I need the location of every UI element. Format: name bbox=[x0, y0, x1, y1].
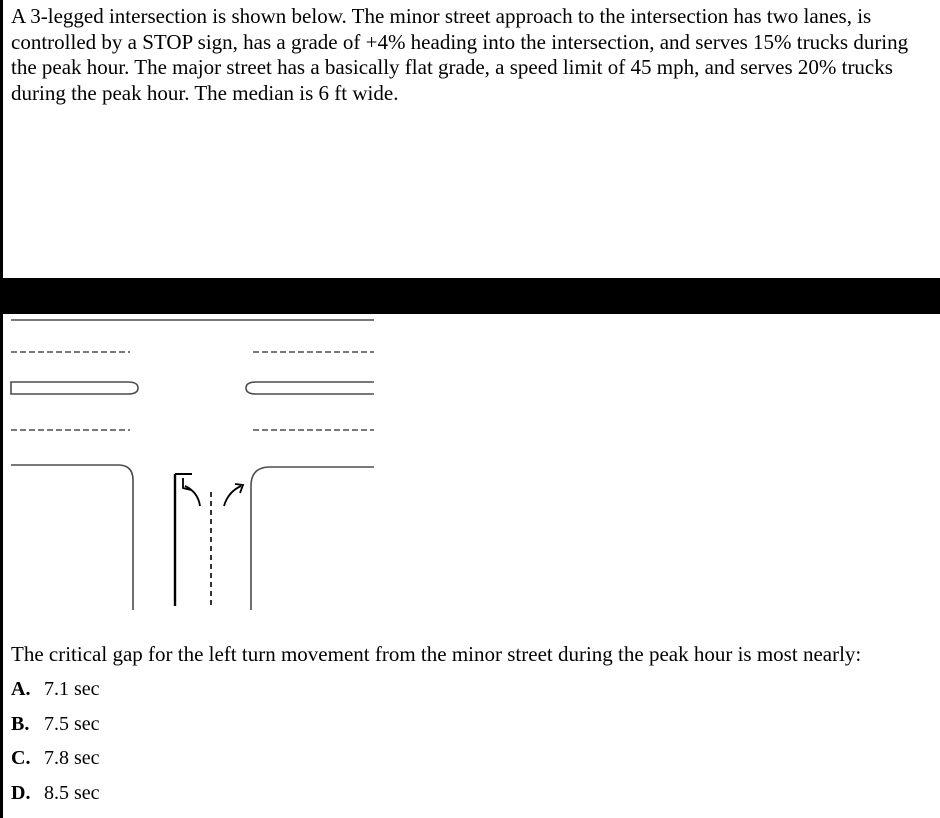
answer-choices bbox=[11, 675, 100, 814]
curb-return-left bbox=[11, 465, 133, 610]
choice-text: 7.1 sec bbox=[44, 678, 100, 700]
problem-statement: A 3-legged intersection is shown below. The minor street approach to the intersection has two lanes, is controlled by a STOP sign, has a grade of +4% heading into the intersection, and serves 15% trucks during the peak hour. The major street has a basically flat grade, a speed limit of 45 mph, and serves 20% trucks during the peak hour. The median is 6 ft wide. bbox=[11, 4, 909, 105]
choice-text: 7.5 sec bbox=[44, 712, 100, 735]
choice-letter: D. bbox=[11, 782, 31, 805]
black-banner bbox=[0, 278, 940, 314]
right-turn-arrow bbox=[224, 486, 241, 506]
choice-text: 8.5 sec bbox=[44, 782, 100, 805]
choice-letter: C. bbox=[11, 747, 31, 770]
curb-return-right bbox=[251, 467, 374, 610]
choice-a[interactable] bbox=[11, 675, 100, 710]
median-island-left bbox=[11, 382, 138, 394]
choice-d[interactable] bbox=[11, 779, 100, 814]
question-text: The critical gap for the left turn movement from the minor street during the peak hour is most nearly: bbox=[11, 642, 862, 666]
median-island-right bbox=[246, 382, 374, 394]
choice-b[interactable] bbox=[11, 710, 100, 745]
choice-letter: A. bbox=[11, 678, 31, 700]
choice-c[interactable] bbox=[11, 744, 100, 779]
choice-text: 7.8 sec bbox=[44, 747, 100, 770]
intersection-diagram bbox=[0, 314, 400, 614]
choice-letter: B. bbox=[11, 712, 30, 735]
